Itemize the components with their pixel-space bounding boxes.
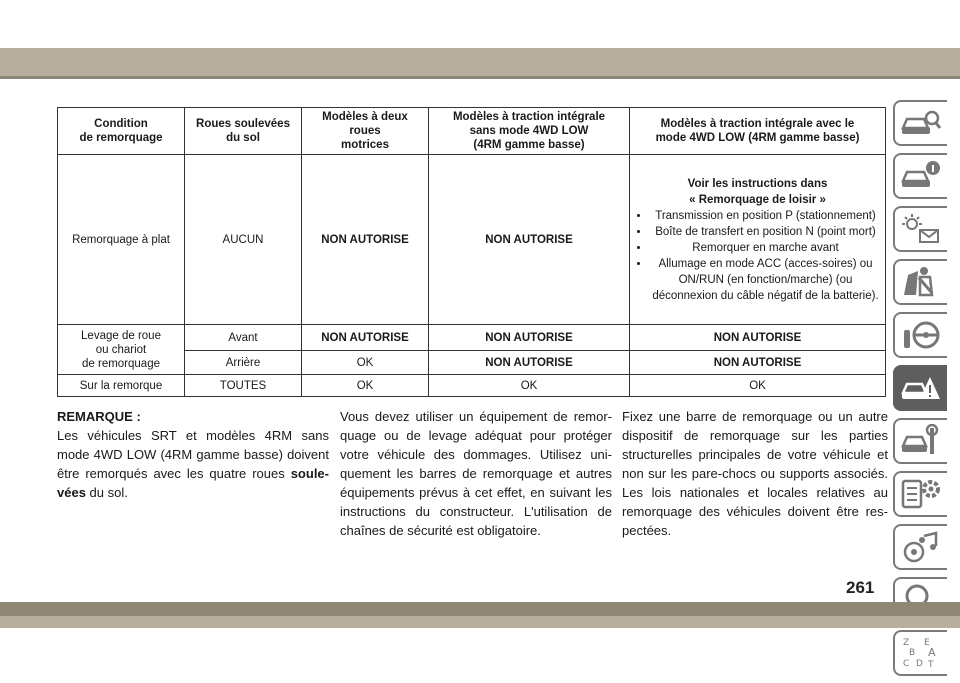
- index-letter: T: [928, 660, 934, 670]
- tab-warning-lights[interactable]: [893, 206, 947, 252]
- towing-table: [57, 107, 886, 397]
- car-breakdown-icon: [900, 371, 942, 405]
- cell-lift-front-awd-no-low: NON AUTORISE: [429, 325, 630, 351]
- cell-lift-rear-awd-low: NON AUTORISE: [630, 351, 886, 375]
- warning-light-icon: [900, 212, 942, 246]
- cell-flat-condition: Remorquage à plat: [58, 155, 185, 325]
- recreational-towing-title: Voir les instructions dans: [687, 177, 828, 190]
- tab-multimedia[interactable]: [893, 524, 947, 570]
- list-item: • Allumage en mode ACC (acces-soires) ou ON/RUN (en fonction/marche) (ou déconnexion du câble négatif de la batterie).: [650, 256, 881, 304]
- cell-lift-front-two-wheel: NON AUTORISE: [302, 325, 429, 351]
- note-emphasis: soule-vées: [57, 466, 329, 500]
- table-row: [58, 375, 886, 397]
- steering-wheel-icon: [900, 318, 942, 352]
- cell-lift-rear-wheels: Arrière: [185, 351, 302, 375]
- index-letter: Z: [903, 638, 910, 648]
- cell-flat-two-wheel: NON AUTORISE: [302, 155, 429, 325]
- car-search-icon: [900, 106, 942, 140]
- cell-lift-front-wheels: Avant: [185, 325, 302, 351]
- column-attachment: Fixez une barre de remorquage ou un autre dispositif de remorquage sur les parties structurelles principales de votre véhicule et non sur les pare-chocs ou supports associés. Les lois nationales et locales relatives au remorquage des véhicules doivent être res-pectées.: [622, 409, 888, 538]
- index-letter: D: [916, 659, 923, 669]
- tab-maintenance[interactable]: [893, 418, 947, 464]
- cell-flat-awd-low: [630, 155, 886, 325]
- header-awd-no-low: Modèles à traction intégrale sans mode 4WD LOW (4RM gamme basse): [429, 108, 630, 155]
- seatbelt-icon: [900, 265, 942, 299]
- tab-driving[interactable]: [893, 312, 947, 358]
- table-row: [58, 325, 886, 351]
- column-equipment: Vous devez utiliser un équipement de remor-quage ou de levage adéquat pour protéger votre véhicule des dommages. Utilisez uni-quement les barres de remorquage et autres équipements prévus à cet effet, en suivant les instructions du constructeur. L'utilisation de chaînes de sécurité est obligatoire.: [340, 409, 612, 538]
- multimedia-icon: [900, 530, 942, 564]
- index-letters-icon: [900, 636, 942, 670]
- cell-trailer-wheels: TOUTES: [185, 375, 302, 397]
- table-header-row: [58, 108, 886, 155]
- cell-trailer-condition: Sur la remorque: [58, 375, 185, 397]
- index-letter: A: [928, 646, 936, 659]
- list-item: • Remorquer en marche avant: [650, 240, 881, 256]
- list-item: • Boîte de transfert en position N (point mort): [650, 224, 881, 240]
- tab-index[interactable]: [893, 630, 947, 676]
- table-row: [58, 155, 886, 325]
- cell-trailer-two-wheel: OK: [302, 375, 429, 397]
- car-maintenance-icon: [900, 424, 942, 458]
- tab-car-info[interactable]: [893, 153, 947, 199]
- cell-trailer-awd-low: OK: [630, 375, 886, 397]
- tab-car-search[interactable]: [893, 100, 947, 146]
- car-info-icon: [900, 159, 942, 193]
- recreational-towing-subtitle: « Remorquage de loisir »: [689, 193, 826, 206]
- header-band: [0, 48, 960, 76]
- cell-trailer-awd-no-low: OK: [429, 375, 630, 397]
- page-number: 261: [846, 578, 875, 597]
- index-letter: C: [903, 659, 910, 669]
- footer-band: [0, 602, 960, 616]
- header-awd-low: Modèles à traction intégrale avec le mode 4WD LOW (4RM gamme basse): [630, 108, 886, 155]
- note-text: Les véhicules SRT et modèles 4RM sans mode 4WD LOW (4RM gamme basse) doivent être remorqués avec les quatre roues: [57, 428, 329, 481]
- note-text-end: du sol.: [85, 485, 128, 500]
- column-note: [57, 407, 329, 502]
- chapter-tabs: [893, 100, 953, 683]
- cell-lift-rear-two-wheel: OK: [302, 351, 429, 375]
- header-condition: Condition de remorquage: [58, 108, 185, 155]
- list-item: • Transmission en position P (stationnement): [650, 208, 881, 224]
- tab-emergency[interactable]: [893, 365, 947, 411]
- cell-lift-rear-awd-no-low: NON AUTORISE: [429, 351, 630, 375]
- index-letter: E: [924, 638, 930, 648]
- footer-band-light: [0, 616, 960, 628]
- header-two-wheel: Modèles à deux roues motrices: [302, 108, 429, 155]
- cell-flat-awd-no-low: NON AUTORISE: [429, 155, 630, 325]
- tab-safety[interactable]: [893, 259, 947, 305]
- header-lifted-wheels: Roues soulevées du sol: [185, 108, 302, 155]
- tab-specifications[interactable]: [893, 471, 947, 517]
- cell-lift-condition: Levage de roue ou chariot de remorquage: [58, 325, 185, 375]
- index-letter: B: [909, 648, 916, 658]
- note-title: REMARQUE :: [57, 409, 141, 424]
- specs-gear-icon: [900, 477, 942, 511]
- cell-lift-front-awd-low: NON AUTORISE: [630, 325, 886, 351]
- header-band-line: [0, 76, 960, 79]
- towing-instructions-list: [634, 208, 881, 304]
- cell-flat-wheels: AUCUN: [185, 155, 302, 325]
